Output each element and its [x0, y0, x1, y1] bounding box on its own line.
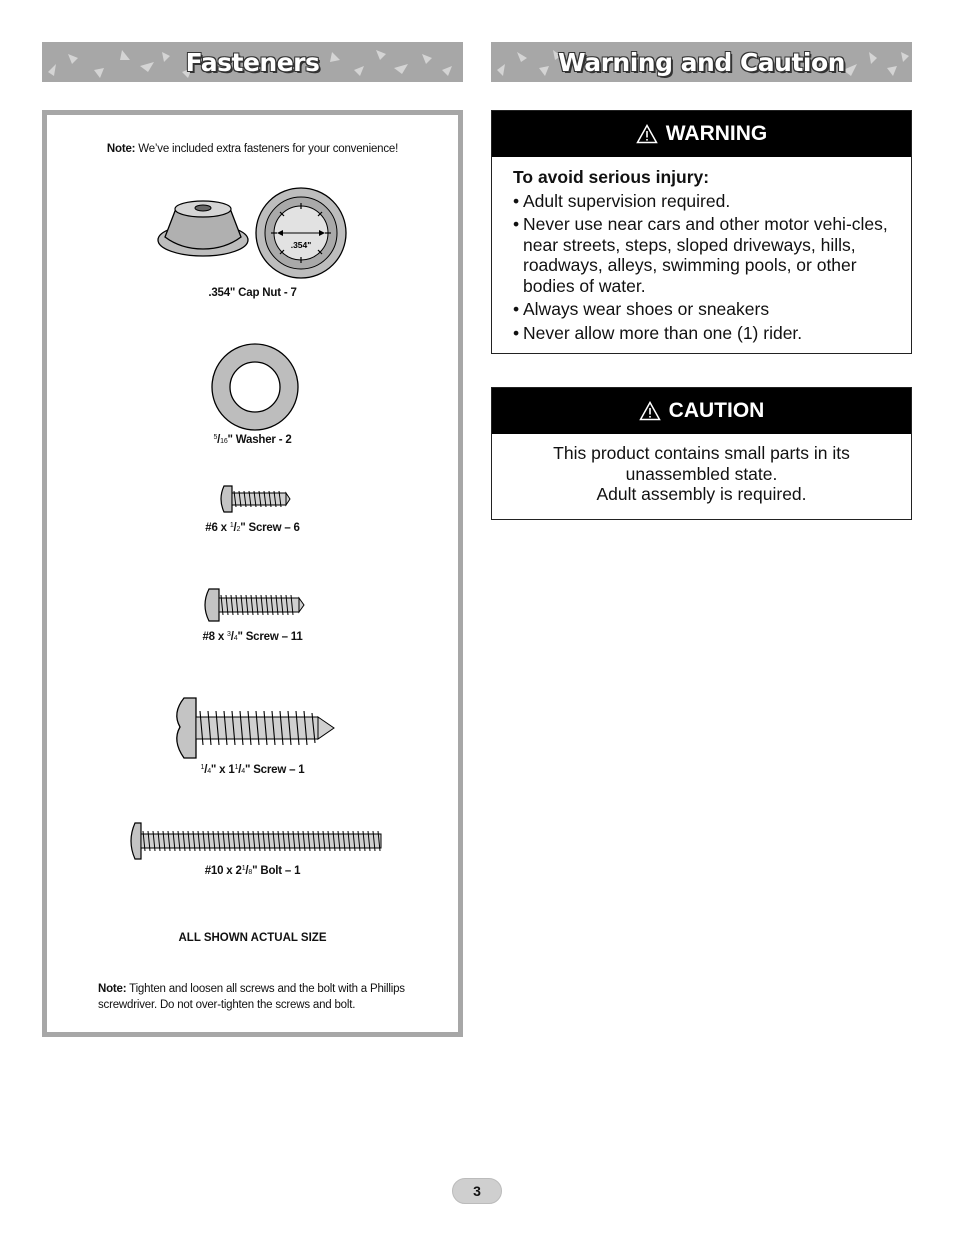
warning-item: • Adult supervision required. — [513, 191, 891, 212]
caption-mid: " x 1 — [210, 764, 235, 776]
fraction-numerator: 3 — [227, 631, 231, 638]
caution-line: unassembled state. — [625, 463, 778, 484]
fraction-numerator: 1 — [234, 764, 239, 771]
caution-body — [492, 434, 911, 505]
actual-size-label: ALL SHOWN ACTUAL SIZE — [178, 932, 327, 944]
cap-nut-dimension: .354" — [290, 240, 312, 250]
washer-illustration — [210, 342, 300, 432]
screw-quarter-caption: $^1$/4" x $1^1/4$" Screw – 1 — [200, 764, 305, 776]
warning-triangle-icon — [639, 401, 661, 421]
screwdriver-note — [98, 981, 428, 1013]
warning-body — [492, 157, 911, 343]
warning-triangle-icon — [636, 124, 658, 144]
warning-header — [492, 111, 911, 157]
warning-caution-banner — [491, 42, 912, 82]
caption-text: " Washer - 2 — [227, 434, 292, 446]
warning-list — [513, 191, 891, 344]
fraction-numerator: 1 — [200, 764, 205, 771]
caption-prefix: #8 x — [202, 631, 228, 643]
cap-nut-caption: .354" Cap Nut - 7 — [208, 287, 297, 299]
note-label: Note: — [106, 143, 136, 155]
fasteners-panel — [42, 110, 463, 1037]
caption-text: " Screw – 6 — [240, 522, 300, 534]
fraction-numerator: 5 — [213, 434, 218, 441]
warning-lead: To avoid serious injury: — [513, 167, 710, 187]
fasteners-banner — [42, 42, 463, 82]
screw-quarter-illustration — [170, 695, 340, 761]
bolt-illustration — [127, 821, 385, 861]
fraction-numerator: 1 — [241, 865, 246, 872]
note-label: Note: — [98, 983, 127, 995]
convenience-note — [47, 143, 458, 155]
caption-text: " Bolt – 1 — [252, 865, 301, 877]
warning-heading: WARNING — [665, 122, 768, 145]
washer-caption: $^5$/16" Washer - 2 — [213, 434, 292, 446]
warning-item: • Always wear shoes or sneakers — [513, 299, 891, 320]
caution-heading: CAUTION — [668, 399, 765, 422]
page-number: 3 — [452, 1178, 502, 1204]
bolt-caption: #10 x $2^1/8$" Bolt – 1 — [204, 865, 301, 877]
caution-header — [492, 388, 911, 434]
caption-text: " Screw – 11 — [237, 631, 303, 643]
caution-line: This product contains small parts in its — [553, 443, 850, 463]
caution-box — [491, 387, 912, 520]
caption-prefix: #10 x 2 — [204, 865, 242, 877]
caption-text: " Screw – 1 — [244, 764, 305, 776]
note-text: We’ve included extra fasteners for your convenience! — [135, 143, 399, 155]
fraction-denominator: 4 — [207, 768, 211, 775]
cap-nut-illustration — [155, 187, 355, 283]
fraction-denominator: 4 — [241, 768, 245, 775]
caption-prefix: #6 x — [205, 522, 230, 534]
warning-box — [491, 110, 912, 354]
banner-title: Fasteners — [185, 47, 320, 77]
fraction-denominator: 2 — [236, 526, 241, 533]
screw-8-caption: #8 x $^3$/4" Screw – 11 — [202, 631, 303, 643]
fraction-denominator: 4 — [233, 635, 238, 642]
screw-6-illustration — [218, 484, 292, 514]
screw-6-caption: #6 x $^1$/2" Screw – 6 — [205, 522, 300, 534]
fraction-numerator: 1 — [229, 522, 234, 529]
fraction-denominator: 8 — [248, 869, 253, 876]
fraction-denominator: 16 — [220, 438, 228, 445]
warning-item: • Never allow more than one (1) rider. — [513, 323, 891, 344]
screw-8-illustration — [201, 587, 305, 623]
warning-item: • Never use near cars and other motor vehi-cles, near streets, steps, sloped driveways, hills, roadways, alleys, swimming pools, or other bodies of water. — [513, 214, 891, 296]
banner-title: Warning and Caution — [558, 47, 845, 77]
note-text: Tighten and loosen all screws and the bolt with a Phillips screwdriver. Do not over-tighten the screws and bolt. — [98, 983, 405, 1011]
caution-line: Adult assembly is required. — [596, 484, 807, 504]
